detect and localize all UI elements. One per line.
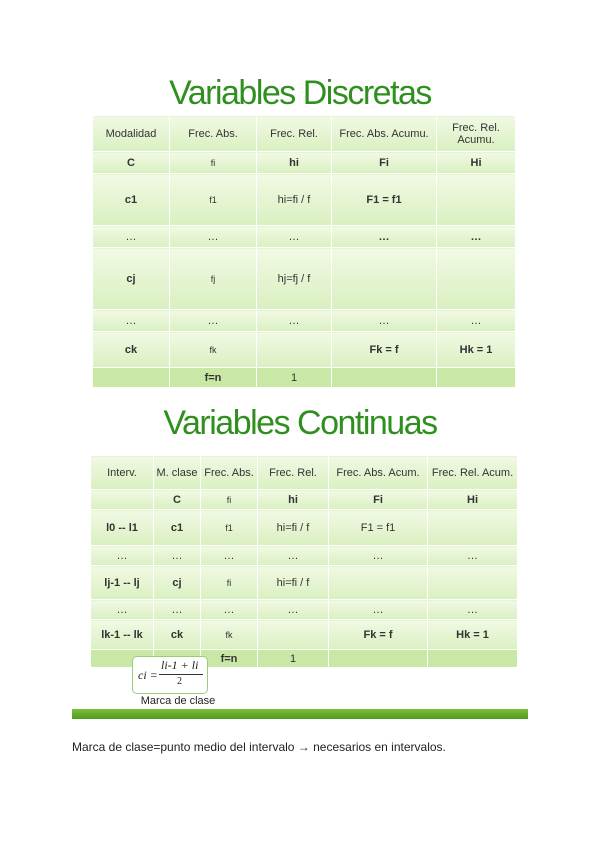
cell: c1 [93, 174, 170, 226]
header-cell: Interv. [91, 456, 154, 490]
cell: lk-1 -- lk [91, 620, 154, 650]
cell: C [154, 490, 201, 510]
fraction-bar [159, 674, 203, 675]
cell: … [93, 226, 170, 248]
continuas-table [90, 455, 518, 668]
cell: Hi [437, 152, 516, 174]
cell: … [428, 600, 518, 620]
cell: … [91, 546, 154, 566]
cell: … [170, 226, 257, 248]
header-cell: Frec. Abs. [201, 456, 258, 490]
note-text: Marca de clase=punto medio del intervalo → necesarios en intervalos. [72, 740, 446, 754]
cell: … [170, 310, 257, 332]
header-cell: M. clase [154, 456, 201, 490]
cell: hi [257, 152, 332, 174]
header-cell: Modalidad [93, 116, 170, 152]
formula-numerator: li-1 + li [161, 658, 199, 672]
cell [93, 368, 170, 388]
cell [437, 174, 516, 226]
cell: 1 [257, 368, 332, 388]
cell: … [437, 226, 516, 248]
class-mark-formula [132, 656, 208, 694]
cell: cj [154, 566, 201, 600]
cell: F1 = f1 [332, 174, 437, 226]
header-cell: Frec. Rel. [258, 456, 329, 490]
table-row [91, 546, 518, 566]
header-cell: Frec. Rel. [257, 116, 332, 152]
cell [428, 510, 518, 546]
cell: … [154, 546, 201, 566]
cell: fj [170, 248, 257, 310]
cell: 1 [258, 650, 329, 668]
header-cell: Frec. Abs. Acumu. [332, 116, 437, 152]
table-row [91, 510, 518, 546]
cell [258, 620, 329, 650]
cell [332, 248, 437, 310]
cell: hj=fj / f [257, 248, 332, 310]
cell: f=n [170, 368, 257, 388]
cell: … [91, 600, 154, 620]
cell: Hk = 1 [437, 332, 516, 368]
table-row [93, 226, 516, 248]
discretas-title: Variables Discretas [169, 74, 431, 112]
cell [428, 566, 518, 600]
cell: … [201, 600, 258, 620]
cell: Fi [332, 152, 437, 174]
cell: … [257, 310, 332, 332]
cell: Fk = f [332, 332, 437, 368]
cell: hi=fi / f [258, 566, 329, 600]
cell: f=n [201, 650, 258, 668]
cell [91, 490, 154, 510]
table-row [91, 620, 518, 650]
cell: F1 = f1 [329, 510, 428, 546]
cell: … [93, 310, 170, 332]
cell [329, 566, 428, 600]
cell: l0 -- l1 [91, 510, 154, 546]
cell: … [329, 546, 428, 566]
cell: … [258, 600, 329, 620]
formula-lhs: ci = [138, 668, 158, 682]
cell [437, 248, 516, 310]
cell [257, 332, 332, 368]
cell: hi=fi / f [258, 510, 329, 546]
cell: … [201, 546, 258, 566]
cell: lj-1 -- lj [91, 566, 154, 600]
cell: hi [258, 490, 329, 510]
header-cell: Frec. Rel. Acumu. [437, 116, 516, 152]
cell: f1 [201, 510, 258, 546]
cell: hi=fi / f [257, 174, 332, 226]
cell: cj [93, 248, 170, 310]
cell [329, 650, 428, 668]
table-header-row [91, 456, 518, 490]
table-row [93, 332, 516, 368]
header-cell: Frec. Abs. [170, 116, 257, 152]
cell [437, 368, 516, 388]
cell: Hk = 1 [428, 620, 518, 650]
cell [428, 650, 518, 668]
cell: f1 [170, 174, 257, 226]
cell: fi [170, 152, 257, 174]
divider-bar [72, 709, 528, 719]
header-cell: Frec. Rel. Acum. [428, 456, 518, 490]
cell [332, 368, 437, 388]
table-row [91, 566, 518, 600]
cell: Fk = f [329, 620, 428, 650]
table-row [91, 490, 518, 510]
cell: fk [170, 332, 257, 368]
table-row [93, 310, 516, 332]
cell: Fi [329, 490, 428, 510]
discretas-table [92, 115, 516, 388]
header-cell: Frec. Abs. Acum. [329, 456, 428, 490]
cell: … [437, 310, 516, 332]
cell: … [332, 226, 437, 248]
cell: fk [201, 620, 258, 650]
table-row [91, 600, 518, 620]
cell: Hi [428, 490, 518, 510]
formula-denominator: 2 [177, 676, 182, 687]
cell: c1 [154, 510, 201, 546]
cell: … [329, 600, 428, 620]
table-row [93, 248, 516, 310]
cell: … [257, 226, 332, 248]
cell: C [93, 152, 170, 174]
cell: fi [201, 490, 258, 510]
caption-main: Marca de clase [140, 695, 216, 707]
cell: ck [154, 620, 201, 650]
cell: fi [201, 566, 258, 600]
cell: ck [93, 332, 170, 368]
cell: … [258, 546, 329, 566]
cell: … [154, 600, 201, 620]
table-row [93, 152, 516, 174]
cell: … [332, 310, 437, 332]
table-header-row [93, 116, 516, 152]
table-row [93, 174, 516, 226]
continuas-title: Variables Continuas [163, 404, 437, 442]
table-total-row [93, 368, 516, 388]
cell: … [428, 546, 518, 566]
